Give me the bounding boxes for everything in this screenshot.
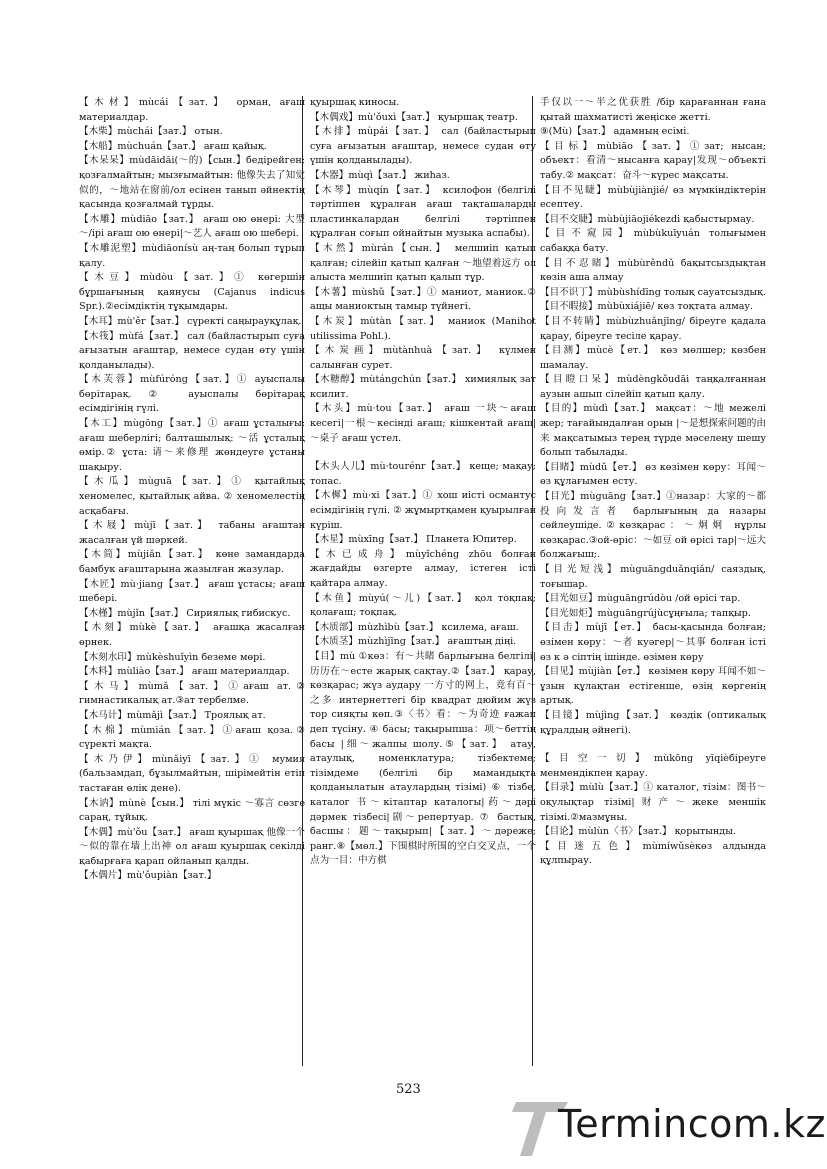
dictionary-entry: 【目光如豆】mùguāngrúdòu /ой өрісі тар. (540, 593, 741, 605)
dictionary-entry: 【木炭画】mùtànhuà【зат.】 күлмен салынған сурет. (310, 345, 536, 371)
dictionary-entry: 【目不转睛】mùbùzhuǎnjīng/ біреуге қадала қарау, біреуге тесіле қарау. (540, 315, 766, 342)
dictionary-entry: 【木樨】mù·xi【зат.】① хош иісті османтус есімдігінің гүлі. ② жұмыртқамен қуырылған күріш. (310, 490, 536, 531)
dictionary-entry: 【木质部】mùzhìbù【зат.】 ксилема, ағаш. (310, 621, 519, 633)
dictionary-entry: 【木筏】mùfá【зат.】 сал (байластырып суға ағызатын ағаштар, немесе судан өту үшін қолданылады). (79, 330, 305, 371)
dictionary-entry: 【木偶片】mù'ǒupiàn【зат.】 (79, 870, 217, 882)
dictionary-entry: 【目不交睫】mùbùjiāojiékezdi қабыстырмау. (540, 213, 755, 225)
dictionary-entry: 【木头】mù·tou【зат.】 ағаш 一块～ағаш кесегі|一根～кесінді ағаш; кішкентай ағаш|～桌子 ағаш үстел. (310, 403, 536, 444)
dictionary-entry: 【木瓜】mùguā【зат.】① қытайлық хеномелес, қытайлық айва. ② хеномелестің асқабағы. (79, 476, 305, 517)
dictionary-entry: 【木料】mùliào【зат.】 ағаш материалдар. (79, 666, 290, 678)
dictionary-entry: 【目测】mùcè【ет.】 көз мөлшер; көзбен шамалау. (540, 345, 766, 371)
dictionary-entry: 【木偶戏】mù'ǒuxì【зат.】 қуыршақ театр. (310, 111, 518, 123)
dictionary-entry: 【目】mù ①көз：有～共睹 барлығына белгілі|历历在～есте жарық сақтау.②【зат.】 қарау, көзқарас; жүз аудару 一方寸的网上，竟有百～之多 интернеттегі бір квадрат дюйим жүз тор сияқты көп.③〈书〉看：～为奇迹 ғажап деп түсіну. ④ басы; тақырыпша：项～беттің басы |细～жалпы шолу.⑤【зат.】 атау, атаулық, номенклатура; тізбектеме; тізімдеме (белгілі бір мамандықта қолданылатын атаулардың тізімі) ⑥ тізбе, каталог 书～кітаптар каталогы|药～дәрі дәрмек тізбесі|剧～репертуар. ⑦ бастық, басшы：题～тақырып|【зат.】～дәреже; ранг.⑧【мөл.】下围棋时所围的空白交叉点，一个点为一目：中方棋 (310, 650, 536, 867)
dictionary-entry: 【木薯】mùshǔ【зат.】① маниот, маниок.② ащы маниоктың тамыр түйнегі. (310, 286, 536, 313)
dictionary-entry: 【木芙蓉】mùfúróng【зат.】① ауыспалы бөрітарақ. ② ауыспалы бөрітарақ есімдігінің гүлі. (79, 374, 305, 415)
dictionary-entry: ⑨(Mù)【зат.】 адамның есімі. (540, 126, 690, 138)
dictionary-entry: 【木工】mùgōng【зат.】① ағаш ұсталығы; ағаш шеберлігі; балташылық: ～活 ұсталық өмір.② ұста: 请～来修理 жөндеуге ұстаны шақыру. (79, 418, 305, 473)
dictionary-entry: 【木星】mùxīng【зат.】 Планета Юпитер. (310, 534, 517, 546)
dictionary-entry: 【木质茎】mùzhìjīng【зат.】 ағаштың діңі. (310, 636, 517, 648)
dictionary-entry: 【目瞪口呆】mùdèngkǒudāi таңқалғаннан аузын ашып сілейіп қатып қалу. (540, 374, 766, 400)
column-divider (302, 96, 303, 1066)
dictionary-entry: 【木棉】mùmián【зат.】①ағаш қоза.② сүректі мақта. (79, 724, 305, 751)
dictionary-entry: 【木材】mùcái【зат.】 орман, ағаш материалдар. (79, 97, 305, 123)
column-right (540, 96, 766, 869)
site-logo (512, 1098, 826, 1158)
dictionary-entry: 【木匠】mù·jiang【зат.】 ағаш ұстасы; ағаш шебері. (79, 578, 305, 605)
logo-text: Termincom.kz (558, 1102, 826, 1146)
dictionary-entry: 【木鱼】mùyú(～儿)【зат.】 қол тоқпақ; қолағаш; тоқпақ. (310, 592, 536, 619)
column-left (79, 96, 305, 884)
dictionary-entry: 【木讷】mùnè【сын.】 тілі мүкіс ～寡言 сөзге сараң, тұйық. (79, 797, 305, 824)
dictionary-entry: 【目不窥园】mùbùkuīyuán толығымен сабаққа бату. (540, 228, 766, 254)
dictionary-entry: 【木刻水印】mùkèshuǐyìn беземе мөрі. (79, 651, 266, 663)
dictionary-entry: 【目击】mùjī【ет.】 басы-қасында болған; өзімен көру：～者 куәгер|～其事 болған істі өз к ә сіптің ішінде. өзімен көру (540, 622, 766, 663)
dictionary-entry: 【目空一切】mùkōng yīqièбіреуге менмендікпен қарау. (540, 753, 766, 779)
dictionary-entry: 【目录】mùlù【зат.】① каталог, тізім：图书～оқулықтар тізімі|财产～жеке меншік тізімі.②мазмұны. (540, 782, 766, 823)
dictionary-entry: 【目镜】mùjìng【зат.】 көздік (оптикалық құралдың әйнегі). (540, 709, 766, 736)
dictionary-entry: 【木已成舟】mùyǐchéng zhōu болған жағдайды өзгерте алмау, істеген істі қайтара алмау. (310, 548, 536, 589)
dictionary-entry: 【木器】mùqì【зат.】 жиһаз. (310, 169, 450, 181)
dictionary-entry: 【木偶】mù'ǒu【зат.】 ағаш қуыршақ 他像一个～似的靠在墙上出神 ол ағаш қуыршақ секілді қабырғаға қарап ойланып қалды. (79, 826, 305, 867)
dictionary-entry: 【木糖醇】mùtángchún【зат.】 химиялық зат ксилит. (310, 374, 536, 400)
dictionary-entry: 【目见】mùjiàn【ет.】 көзімен көру 耳闻不如～ұзын құлақтан естігенше, өзің көргенің артық. (540, 666, 766, 707)
dictionary-entry: 【木简】mùjiǎn【зат.】 көне замандарда бамбук ағаштарына жазылған жазулар. (79, 549, 305, 575)
page-number: 523 (396, 1082, 421, 1097)
dictionary-entry: 【目的】mùdì【зат.】 мақсат：～地 межелі жер; тағайындалған орын |～是想探索问题的由来 мақсатымыз терең түрде мәселеңу шешу болып табылады. (540, 403, 766, 459)
dictionary-entry: 【木耳】mù'ěr【зат.】 сүректі саңырауқұлақ. (79, 315, 302, 327)
dictionary-entry: 【木然】mùrán【сын.】 мелшиіп қатып қалған; сілейіп қатып қалған ～地望着远方 ол алыста мелшиіп қатып қалып тұр. (310, 242, 536, 284)
dictionary-entry: 【木炭】mùtàn【зат.】 маниок (Manihot utilissima Pohl.). (310, 315, 536, 342)
dictionary-entry: 【木雕泥塑】mùdiāonísù аң-таң болып тұрып қалу. (79, 242, 305, 269)
dictionary-entry: 【木雕】mùdiāo【зат.】 ағаш ою өнері: 大型～/ірі ағаш ою өнері|～艺人 ағаш ою шебері. (79, 213, 305, 240)
dictionary-entry: 【木呆呆】mùdāidāi(～的)【сын.】бедірейген; қозғалмайтын; мызғымайтын: 他像失去了知觉似的，～地站在窗前/ол есінен танып әйнектің қасында қозғалмай тұрды. (79, 155, 305, 211)
dictionary-entry: 【木刻】mùkè【зат.】 ағашқа жасалған өрнек. (79, 622, 305, 648)
dictionary-entry: 【目睹】mùdǔ【ет.】 өз көзімен көру：耳闻～өз құлағымен есту. (540, 461, 766, 488)
dictionary-entry: 【目光】mùguāng【зат.】①назар：大家的～都投向发言者 барлығының да назары сөйлеушіде.②көзқарас：～炯炯 нұрлы көзқарас.③ой-өріс：～如豆 ой өрісі тар|～远大 болжағыш;. (540, 491, 766, 561)
dictionary-entry: қуыршақ киносы. (310, 97, 400, 108)
dictionary-entry: 【目标】mùbiāo【зат.】①зат; нысан; объект：看清～нысанға қарау|发现～объекті табу.② мақсат：奋斗～күрес мақсаты. (540, 140, 766, 181)
dictionary-entry: 手仅以一～半之优获胜 /бір қарағаннан ғана қытай шахматисті жеңіске жетті. (540, 97, 766, 123)
dictionary-entry: 【目不见睫】mùbùjiànjié/ өз мүмкіндіктерін есептеу. (540, 184, 766, 211)
dictionary-entry: 【木槿】mùjǐn【зат.】 Сириялық гибискус. (79, 607, 291, 619)
dictionary-entry: 【木柴】mùchái【зат.】 отын. (79, 126, 223, 138)
dictionary-entry: 【目迷五色】mùmíwǔsèкөз алдында құлпырау. (540, 840, 766, 867)
dictionary-entry: 【木琴】mùqín【зат.】 ксилофон (белгілі тәртіппен құралған ағаш тақташаларды пластинкалардан белгілі тәртіппен құралған соғып ойнайтын музыка аспабы). (310, 184, 536, 240)
dictionary-entry: 【目光如炬】mùguāngrújùсұңғыла; тапқыр. (540, 607, 751, 619)
column-middle (310, 96, 536, 869)
column-divider (532, 96, 533, 1066)
dictionary-entry: 【目光短浅】mùguāngduǎnqiǎn/ саяздық, тоғышар. (540, 564, 766, 590)
dictionary-entry: 【木排】mùpái【зат.】 сал (байластырып суға ағызатын ағаштар, немесе судан өту үшін қолданылады). (310, 126, 536, 167)
dictionary-entry: 【目论】mùlùn〈书〉【зат.】 қорытынды. (540, 826, 736, 838)
dictionary-entry: 【目不识丁】mùbùshídīng толық сауатсыздық. (540, 286, 766, 298)
dictionary-entry: 【木豆】mùdòu【зат.】① көгершін бұршағының қаянусы (Cajanus indicus Spr.).②есімдіктің тұқымдары. (79, 272, 305, 313)
dictionary-entry: 【木船】mùchuán【зат.】 ағаш қайық. (79, 140, 267, 152)
dictionary-entry: 【木马】mùmǎ【зат.】①ағаш ат.② гимнастикалық ат.③ат тербелме. (79, 680, 305, 707)
dictionary-entry: 【木头人儿】mù·tourénr【зат.】 кеще; мақау; топас. (310, 461, 536, 487)
dictionary-entry: 【木马计】mùmǎjì【зат.】 Троялық ат. (79, 709, 266, 721)
dictionary-entry: 【木乃伊】mùnǎiyī【зат.】① мумия (бальзамдап, бұзылмайтын, шірімейтін етіп тастаған өлік дене). (79, 753, 305, 794)
dictionary-entry: 【木屐】mùjī【зат.】 табаны ағаштан жасалған үй шәркей. (79, 520, 305, 546)
dictionary-entry: 【目不忍睹】mùbùrěndǔ бақытсыздықтан көзін аша алмау (540, 257, 766, 284)
dictionary-entry: 【目不暇接】mùbùxiájiē/ көз тоқтата алмау. (540, 301, 754, 313)
